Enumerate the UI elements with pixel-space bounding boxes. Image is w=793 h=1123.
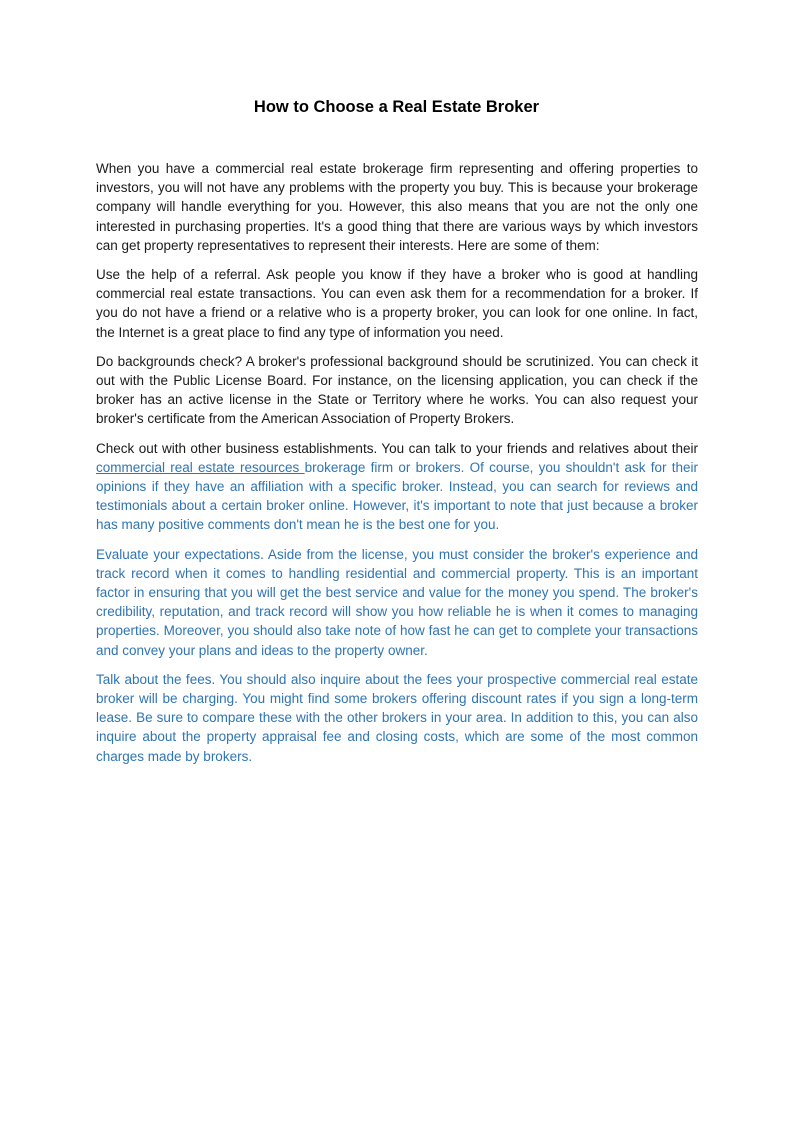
paragraph-expectations: Evaluate your expectations. Aside from the license, you must consider the broker's experience and track record when it comes to handling residential and commercial property. This is an important factor in ensuring that you will get the best service and value for the money you spend. The broker's credibility, reputation, and track record will show you how reliable he is when it comes to managing properties. Moreover, you should also take note of how fast he can get to complete your transactions and convey your plans and ideas to the property owner.: [96, 546, 698, 658]
paragraph-fees: Talk about the fees. You should also inquire about the fees your prospective commercial real estate broker will be charging. You might find some brokers offering discount rates if you sign a long-term lease. Be sure to compare these with the other brokers in your area. In addition to this, you can also inquire about the property appraisal fee and closing costs, which are some of the most common charges made by brokers.: [96, 671, 698, 764]
paragraph-referral: Use the help of a referral. Ask people you know if they have a broker who is good at handling commercial real estate transactions. You can even ask them for a recommendation for a broker. If you do not have a friend or a relative who is a property broker, you can look for one online. In fact, the Internet is a great place to find any type of information you need.: [96, 267, 698, 340]
paragraph-intro: When you have a commercial real estate brokerage firm representing and offering properties to investors, you will not have any problems with the property you buy. This is because your brokerage company will handle everything for you. However, this also means that you are not the only one interested in purchasing properties. It's a good thing that there are various ways by which investors can get property representatives to represent their interests. Here are some of them:: [96, 161, 698, 253]
document-body: [96, 159, 698, 776]
paragraph-business-intro: Check out with other business establishments. You can talk to your friends and relatives about their: [96, 440, 698, 456]
commercial-real-estate-resources-link[interactable]: commercial real estate resources: [96, 459, 305, 475]
document-title: How to Choose a Real Estate Broker: [253, 98, 540, 116]
paragraph-business-rest: brokerage firm or brokers. Of course, you shouldn't ask for their opinions if they have an affiliation with a specific broker. Instead, you can search for reviews and testimonials about a certain broker online. However, it's important to note that just because a broker has many positive comments don't mean he is the best one for you.: [96, 459, 698, 533]
paragraph-background-check: Do backgrounds check? A broker's professional background should be scrutinized. You can check it out with the Public License Board. For instance, on the licensing application, you can check if the broker has an active license in the State or Territory where he works. You can also request your broker's certificate from the American Association of Property Brokers.: [96, 353, 698, 427]
paragraph-business-establishments: [96, 439, 698, 535]
